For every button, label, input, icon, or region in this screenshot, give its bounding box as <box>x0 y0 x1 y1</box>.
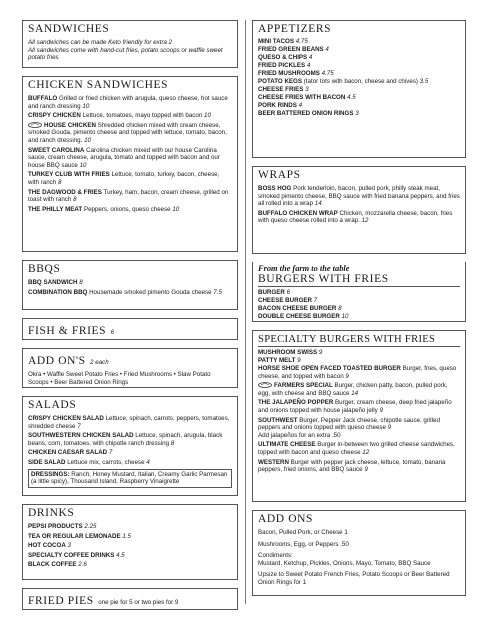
menu-item <box>28 533 232 541</box>
item-name: HOUSE CHICKEN <box>44 121 96 129</box>
item-name: FARMERS SPECIAL <box>274 382 333 390</box>
item-name: BACON CHEESE BURGER <box>258 305 337 312</box>
item-price: 2.6 <box>78 561 87 569</box>
item-price: 10 <box>172 205 180 213</box>
menu-item <box>28 95 232 110</box>
item-name: CHICKEN CAESAR SALAD <box>28 449 108 457</box>
section-title: APPETIZERS <box>258 23 332 35</box>
item-name: CHEESE FRIES WITH BACON <box>258 94 346 101</box>
section-title: ADD ON'S <box>28 355 86 367</box>
section-title: SPECIALTY BURGERS WITH FRIES <box>258 333 460 347</box>
menu-item <box>258 62 460 70</box>
item-name: CHEESE FRIES <box>258 86 304 93</box>
menu-item <box>28 542 232 550</box>
item-name: DOUBLE CHEESE BURGER <box>258 313 340 320</box>
addons-left-section <box>22 348 238 388</box>
item-desc: Peppers, onions, queso cheese <box>83 205 171 213</box>
item-name: PATTY MELT <box>258 357 296 364</box>
item-price: 4.5 <box>347 94 356 101</box>
item-price: 9 <box>297 357 301 364</box>
item-desc: Lettuce, tomato, turkey, bacon, cheese, with ranch <box>28 171 220 186</box>
menu-item <box>28 459 232 467</box>
item-price: 9 <box>379 406 383 414</box>
menu-item <box>258 297 460 305</box>
section-title: BURGERS WITH FRIES <box>258 273 460 287</box>
item-desc: Housemade smoked pimento Gouda cheese <box>89 288 212 296</box>
section-title: SANDWICHES <box>28 23 110 35</box>
item-price: 10 <box>341 313 349 320</box>
item-price: 9 <box>364 466 368 474</box>
menu-item <box>258 94 460 102</box>
item-desc: Burger in-between two grilled cheese sandwiches, topped with bacon and queso cheese <box>258 441 455 456</box>
item-name: BUFFALO <box>28 95 58 102</box>
item-price: 8 <box>170 439 175 447</box>
section-title: CHICKEN SANDWICHES <box>28 79 169 91</box>
fish-fries-section <box>22 318 238 340</box>
menu-item <box>28 189 232 204</box>
farm-tagline: From the farm to the table <box>258 264 350 273</box>
bbqs-section <box>22 260 238 310</box>
column-divider <box>245 20 246 604</box>
item-price: 14 <box>314 200 322 208</box>
item-price: 12 <box>361 217 369 225</box>
item-name: BBQ SANDWICH <box>28 279 78 286</box>
menu-item <box>28 171 232 186</box>
item-name: SOUTHWEST <box>258 416 298 424</box>
item-price: 7 <box>108 449 113 457</box>
item-price: 4 <box>325 46 329 53</box>
item-name: BOSS HOG <box>258 185 292 192</box>
item-name: ULTIMATE CHEESE <box>258 441 316 449</box>
menu-item <box>258 38 460 46</box>
item-price: 3.5 <box>419 78 429 85</box>
menu-item <box>28 206 232 214</box>
menu-item <box>258 210 460 225</box>
item-name: TEA OR REGULAR LEMONADE <box>28 532 121 540</box>
item-name: HOT COCOA <box>28 542 66 550</box>
item-price: 9 <box>345 372 349 380</box>
item-desc: Lettuce mix, carrots, cheese <box>67 458 145 466</box>
drinks-section <box>22 504 238 580</box>
menu-item <box>258 102 460 110</box>
item-name: FRIED MUSHROOMS <box>258 70 320 77</box>
specialty-section <box>252 330 466 502</box>
item-name: COMBINATION BBQ <box>28 288 88 296</box>
item-name: TURKEY CLUB WITH FRIES <box>28 171 110 179</box>
dressings-list: Ranch, Honey Mustard, Italian, Creamy Garlic Parmesan (a little spicy), Thousand Island, Raspberry Vinaigrette <box>31 470 228 486</box>
section-title: DRINKS <box>28 507 75 519</box>
item-price: 6 <box>110 329 115 336</box>
item-name: HORSE SHOE OPEN FACED TOASTED BURGER <box>258 365 401 372</box>
item-name: FRIED GREEN BEANS <box>258 46 324 53</box>
menu-item <box>258 70 460 78</box>
fried-pies-text: one pie for 5 or two pies for 9 <box>98 599 179 606</box>
section-title: SALADS <box>28 399 77 411</box>
item-price: 9 <box>318 349 323 356</box>
item-name: BURGER <box>258 289 285 296</box>
wraps-section <box>252 166 466 254</box>
item-price: 4.75 <box>295 38 308 45</box>
menu-item <box>28 147 232 170</box>
sandwich-note: All sandwiches can be made Keto friendly for extra 2 <box>28 39 173 46</box>
item-desc: Carolina chicken mixed with our house Carolina sauce, cream cheese, arugula, tomato and topped with bacon and our house BBQ sauce <box>28 146 220 169</box>
item-price: 1.5 <box>122 532 131 540</box>
item-name: BLACK COFFEE <box>28 561 77 569</box>
item-desc: Burger, chicken patty, bacon, pulled pork, egg, with cheese and BBQ sauce <box>258 382 448 397</box>
item-price: 8 <box>338 305 342 312</box>
item-price: 10 <box>204 112 211 120</box>
menu-item <box>258 305 460 313</box>
item-desc: Lettuce, spinach, carrots, peppers, tomatoes, shredded cheese <box>28 415 230 430</box>
menu-page <box>6 6 474 610</box>
item-name: PEPSI PRODUCTS <box>28 523 83 530</box>
item-name: SWEET CAROLINA <box>28 146 85 154</box>
item-price: 4 <box>308 54 313 61</box>
fried-pies-section <box>22 588 238 610</box>
item-price: 4.75 <box>321 70 334 77</box>
menu-item <box>258 365 460 380</box>
item-price: 4 <box>306 62 311 69</box>
item-name: WESTERN <box>258 458 289 466</box>
item-name: THE DAGWOOD & FRIES <box>28 188 102 196</box>
sandwich-note: All sandwiches come with hand-cut fries, potato scoops or waffle sweet potato fries <box>28 46 223 62</box>
addons-list: Okra • Waffle Sweet Potato Fries • Fried Mushrooms • Slaw Potato Scoops • Beer Battered Onion Rings <box>28 371 211 386</box>
item-desc: Burger, Pepper Jack cheese, chipotle sauce, grilled peppers and onions topped with queso cheese <box>258 416 440 432</box>
menu-item <box>28 415 232 430</box>
salads-section <box>22 396 238 496</box>
menu-item <box>28 561 232 569</box>
dressings-label: DRESSINGS: <box>31 470 70 478</box>
item-desc: Lettuce, tomatoes, mayo topped with bacon <box>82 112 203 120</box>
item-price: 8 <box>57 178 62 186</box>
menu-item <box>28 122 232 145</box>
section-title: FISH & FRIES <box>28 325 107 337</box>
menu-item <box>258 441 460 456</box>
addons-price: 2 each <box>90 359 109 366</box>
item-name: SIDE SALAD <box>28 458 66 466</box>
section-title: BBQS <box>28 263 61 275</box>
section-title: FRIED PIES <box>28 595 94 607</box>
item-name: SOUTHWESTERN CHICKEN SALAD <box>28 432 134 440</box>
item-name: SPECIALTY COFFEE DRINKS <box>28 551 115 559</box>
item-price: 9 <box>387 424 392 432</box>
item-desc: Turkey, ham, bacon, cream cheese, grilled on toast with ranch <box>28 188 229 204</box>
addon-line: Condiments: <box>258 552 293 560</box>
item-desc: Grilled or fried chicken with arugula, queso cheese, hot sauce and ranch dressing <box>28 95 228 110</box>
menu-item <box>258 459 460 474</box>
item-price: 6 <box>286 289 291 296</box>
section-title: ADD ONS <box>258 513 313 525</box>
item-desc: (tator tots with bacon, cheese and chives) <box>303 78 418 85</box>
item-name: CRISPY CHICKEN <box>28 112 81 120</box>
menu-item <box>258 289 460 297</box>
item-price: 4 <box>298 102 303 109</box>
menu-item <box>258 78 460 86</box>
menu-item <box>28 449 232 457</box>
menu-item <box>258 86 460 94</box>
item-desc: Pork tenderloin, bacon, pulled pork, philly steak meat, smoked pimento cheese, BBQ sauce with fried banana peppers, and fries all rolled into a wrap <box>258 185 460 208</box>
menu-item <box>258 46 460 54</box>
addon-line: Upsize to Sweet Potato French Fries, Potato Scoops or Beer Battered Onion Rings for 1 <box>258 571 450 586</box>
menu-item <box>258 417 460 440</box>
sandwiches-section <box>22 20 238 68</box>
item-desc: Chicken, mozzarella cheese, bacon, fries with queso cheese rolled into a wrap. <box>258 209 453 225</box>
item-price: 10 <box>84 136 91 144</box>
menu-item <box>258 349 460 357</box>
menu-item <box>28 552 232 560</box>
section-title: WRAPS <box>258 169 301 181</box>
item-price: 3 <box>67 542 71 550</box>
item-price: 8 <box>79 279 83 286</box>
item-name: MUSHROOM SWISS <box>258 349 318 356</box>
menu-item <box>258 382 460 397</box>
menu-item <box>258 313 460 321</box>
item-name: POTATO KEGS <box>258 78 303 85</box>
addon-line: Mustard, Ketchup, Pickles, Onions, Mayo, Tomato, BBQ Sauce <box>258 559 431 567</box>
item-price: 7.5 <box>213 288 222 296</box>
item-price: 7 <box>77 422 81 430</box>
item-desc: Burger, cream cheese, deep fried jalapeño and onions topped with house jalapeño jelly <box>258 399 452 414</box>
item-name: MINI TACOS <box>258 38 294 45</box>
item-price: 3 <box>355 110 359 117</box>
item-name: CRISPY CHICKEN SALAD <box>28 415 104 422</box>
chicken-sandwiches-section <box>22 76 238 252</box>
item-desc: Shredded chicken mixed with cream cheese, smoked Gouda, pimento cheese and topped with lettuce, tomato, bacon, and ranch dressing. <box>28 121 227 144</box>
item-name: PORK RINDS <box>258 102 297 109</box>
item-price: 10 <box>82 102 90 110</box>
item-desc: Burger with pepper jack cheese, lettuce, tomato, banana peppers, fried onions, and BBQ sauce <box>258 458 446 474</box>
item-name: FRIED PICKLES <box>258 62 306 69</box>
item-price: 4.5 <box>116 551 125 559</box>
menu-item <box>258 110 460 118</box>
item-price: 12 <box>362 448 370 456</box>
menu-item <box>28 289 232 297</box>
item-extra: Add jalapeños for an extra .50 <box>258 431 341 439</box>
item-desc: Lettuce, spinach, arugula, black beans, corn, tomatoes, with chipotle ranch dressing <box>28 432 223 447</box>
item-name: QUESO & CHIPS <box>258 54 308 61</box>
dressings-box <box>28 469 232 488</box>
addon-line: Mushrooms, Egg, or Peppers .50 <box>258 540 349 548</box>
menu-item <box>28 523 232 531</box>
item-price: 2.25 <box>84 523 97 530</box>
menu-item <box>28 432 232 447</box>
menu-item <box>28 279 232 287</box>
item-price: 4 <box>146 458 150 466</box>
item-price: 3 <box>305 86 309 93</box>
item-price: 7 <box>313 297 318 304</box>
farm-emblem-icon <box>258 382 272 388</box>
menu-item <box>258 185 460 208</box>
farm-emblem-icon <box>28 122 42 128</box>
item-name: THE JALAPEÑO POPPER <box>258 399 334 407</box>
item-desc: Burger, fries, queso cheese, and topped with bacon <box>258 365 457 380</box>
addon-line: Bacon, Pulled Pork, or Cheese 1 <box>258 529 348 536</box>
item-name: BUFFALO CHICKEN WRAP <box>258 209 338 217</box>
menu-item <box>258 357 460 365</box>
menu-item <box>258 54 460 62</box>
appetizers-section <box>252 20 466 158</box>
item-price: 8 <box>73 196 77 204</box>
item-price: 10 <box>79 161 87 169</box>
item-name: CHEESE BURGER <box>258 297 312 304</box>
item-name: BEER BATTERED ONION RINGS <box>258 110 354 117</box>
menu-item <box>258 399 460 414</box>
item-price: 14 <box>351 389 359 397</box>
menu-item <box>28 112 232 120</box>
burgers-section <box>252 262 466 322</box>
addons-right-section <box>252 510 466 596</box>
item-name: THE PHILLY MEAT <box>28 205 83 213</box>
